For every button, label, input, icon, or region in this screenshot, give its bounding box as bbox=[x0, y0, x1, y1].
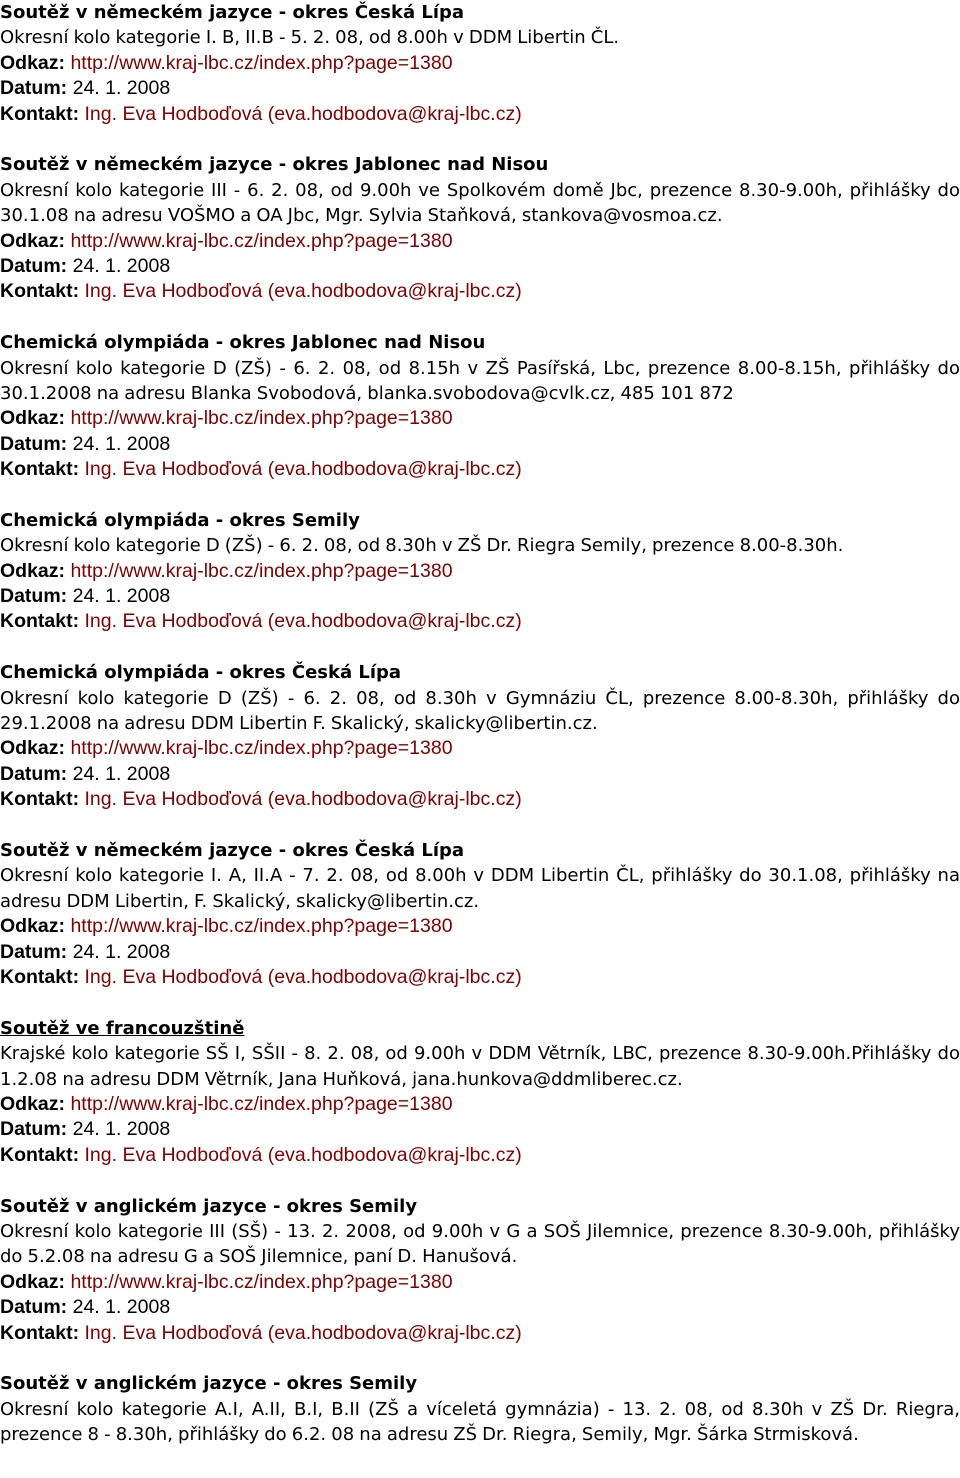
date-line bbox=[0, 1117, 960, 1142]
date-label: Datum: bbox=[0, 1296, 68, 1319]
event-title: Chemická olympiáda - okres Semily bbox=[0, 509, 360, 531]
event-description: Okresní kolo kategorie D (ZŠ) - 6. 2. 08, od 8.30h v Gymnáziu ČL, prezence 8.00-8.30h, přihlášky do 29.1.2008 na adresu DDM Libertin F. Skalický, skalicky@libertin.cz. bbox=[0, 687, 960, 735]
link-line bbox=[0, 1092, 960, 1117]
event-date: 24. 1. 2008 bbox=[72, 585, 171, 608]
link-label: Odkaz: bbox=[0, 51, 66, 74]
event-description: Okresní kolo kategorie D (ZŠ) - 6. 2. 08, od 8.15h v ZŠ Pasířská, Lbc, prezence 8.00-8.15h, přihlášky do 30.1.2008 na adresu Blanka Svobodová, blanka.svobodova@cvlk.cz, 485 101 872 bbox=[0, 357, 960, 404]
event-entry bbox=[0, 1016, 960, 1168]
link-label: Odkaz: bbox=[0, 1092, 66, 1115]
event-date: 24. 1. 2008 bbox=[72, 254, 171, 277]
event-description: Okresní kolo kategorie III - 6. 2. 08, od 9.00h ve Spolkovém domě Jbc, prezence 8.30-9.00h, přihlášky do 30.1.08 na adresu VOŠMO a OA Jbc, Mgr. Sylvia Staňková, stankova@vosmoa.cz. bbox=[0, 179, 960, 227]
date-label: Datum: bbox=[0, 1118, 68, 1141]
contact-email[interactable]: eva.hodbodova@kraj-lbc.cz bbox=[274, 458, 516, 481]
contact-name: Ing. Eva Hodboďová ( bbox=[84, 788, 275, 811]
date-line bbox=[0, 76, 960, 101]
contact-email[interactable]: eva.hodbodova@kraj-lbc.cz bbox=[274, 788, 516, 811]
date-label: Datum: bbox=[0, 585, 68, 608]
event-entry bbox=[0, 0, 960, 127]
event-entry bbox=[0, 152, 960, 304]
event-link[interactable]: http://www.kraj-lbc.cz/index.php?page=1380 bbox=[70, 1270, 453, 1293]
event-link[interactable]: http://www.kraj-lbc.cz/index.php?page=1380 bbox=[70, 1092, 453, 1115]
event-title: Chemická olympiáda - okres Jablonec nad Nisou bbox=[0, 332, 486, 354]
contact-close: ) bbox=[515, 966, 522, 988]
link-line bbox=[0, 51, 960, 76]
date-label: Datum: bbox=[0, 762, 68, 785]
contact-email[interactable]: eva.hodbodova@kraj-lbc.cz bbox=[274, 610, 516, 633]
event-title: Soutěž v německém jazyce - okres Česká Lípa bbox=[0, 2, 465, 23]
contact-label: Kontakt: bbox=[0, 102, 80, 125]
date-label: Datum: bbox=[0, 940, 68, 963]
contact-email[interactable]: eva.hodbodova@kraj-lbc.cz bbox=[274, 966, 516, 988]
event-description: Okresní kolo kategorie A.I, A.II, B.I, B.II (ZŠ a víceletá gymnázia) - 13. 2. 08, od 8.30h v ZŠ Dr. Riegra, prezence 8 - 8.30h, přihlášky do 6.2. 08 na adresu ZŠ Dr. Riegra, Semily, Mgr. Šárka Strmisková. bbox=[0, 1398, 960, 1446]
link-label: Odkaz: bbox=[0, 229, 66, 252]
link-line bbox=[0, 229, 960, 254]
link-label: Odkaz: bbox=[0, 407, 66, 430]
event-title: Soutěž v anglickém jazyce - okres Semily bbox=[0, 1373, 418, 1395]
contact-email[interactable]: eva.hodbodova@kraj-lbc.cz bbox=[274, 1143, 516, 1166]
event-title: Soutěž v německém jazyce - okres Jablonec nad Nisou bbox=[0, 154, 549, 176]
event-link[interactable]: http://www.kraj-lbc.cz/index.php?page=1380 bbox=[70, 51, 453, 74]
contact-label: Kontakt: bbox=[0, 610, 80, 633]
link-label: Odkaz: bbox=[0, 1270, 66, 1293]
contact-close: ) bbox=[515, 1143, 522, 1166]
event-date: 24. 1. 2008 bbox=[72, 940, 171, 963]
event-link[interactable]: http://www.kraj-lbc.cz/index.php?page=1380 bbox=[70, 915, 453, 938]
event-entry bbox=[0, 1371, 960, 1447]
contact-line bbox=[0, 965, 960, 990]
event-entry bbox=[0, 508, 960, 635]
event-description: Krajské kolo kategorie SŠ I, SŠII - 8. 2. 08, od 9.00h v DDM Větrník, LBC, prezence 8.30-9.00h.Přihlášky do 1.2.08 na adresu DDM Větrník, Jana Huňková, jana.hunkova@ddmliberec.cz. bbox=[0, 1043, 960, 1090]
event-date: 24. 1. 2008 bbox=[72, 1118, 171, 1141]
contact-close: ) bbox=[515, 280, 522, 303]
contact-label: Kontakt: bbox=[0, 966, 80, 988]
contact-label: Kontakt: bbox=[0, 1143, 80, 1166]
date-line bbox=[0, 940, 960, 965]
date-line bbox=[0, 1295, 960, 1320]
contact-close: ) bbox=[515, 610, 522, 633]
date-label: Datum: bbox=[0, 254, 68, 277]
contact-name: Ing. Eva Hodboďová ( bbox=[84, 966, 275, 988]
contact-email[interactable]: eva.hodbodova@kraj-lbc.cz bbox=[274, 1321, 516, 1344]
event-link[interactable]: http://www.kraj-lbc.cz/index.php?page=1380 bbox=[70, 407, 453, 430]
contact-close: ) bbox=[515, 458, 522, 481]
contact-name: Ing. Eva Hodboďová ( bbox=[84, 1143, 275, 1166]
date-label: Datum: bbox=[0, 432, 68, 455]
link-line bbox=[0, 1270, 960, 1295]
event-entry bbox=[0, 838, 960, 990]
link-label: Odkaz: bbox=[0, 915, 66, 938]
contact-email[interactable]: eva.hodbodova@kraj-lbc.cz bbox=[274, 280, 516, 303]
contact-line bbox=[0, 457, 960, 482]
event-date: 24. 1. 2008 bbox=[72, 1296, 171, 1319]
event-date: 24. 1. 2008 bbox=[72, 762, 171, 785]
event-title: Soutěž ve francouzštině bbox=[0, 1017, 245, 1039]
event-title: Chemická olympiáda - okres Česká Lípa bbox=[0, 662, 402, 684]
date-line bbox=[0, 762, 960, 787]
event-description: Okresní kolo kategorie I. A, II.A - 7. 2. 08, od 8.00h v DDM Libertin ČL, přihlášky do 30.1.08, přihlášky na adresu DDM Libertin, F. Skalický, skalicky@libertin.cz. bbox=[0, 865, 960, 912]
contact-label: Kontakt: bbox=[0, 788, 80, 811]
link-line bbox=[0, 559, 960, 584]
date-label: Datum: bbox=[0, 77, 68, 100]
event-date: 24. 1. 2008 bbox=[72, 432, 171, 455]
contact-name: Ing. Eva Hodboďová ( bbox=[84, 458, 275, 481]
event-description: Okresní kolo kategorie III (SŠ) - 13. 2. 2008, od 9.00h v G a SOŠ Jilemnice, prezence 8.30-9.00h, přihlášky do 5.2.08 na adresu G a SOŠ Jilemnice, paní D. Hanušová. bbox=[0, 1220, 960, 1268]
event-entry bbox=[0, 660, 960, 812]
event-entry bbox=[0, 330, 960, 482]
contact-close: ) bbox=[515, 788, 522, 811]
event-title: Soutěž v anglickém jazyce - okres Semily bbox=[0, 1195, 418, 1217]
link-label: Odkaz: bbox=[0, 737, 66, 760]
date-line bbox=[0, 432, 960, 457]
link-label: Odkaz: bbox=[0, 559, 66, 582]
event-link[interactable]: http://www.kraj-lbc.cz/index.php?page=1380 bbox=[70, 737, 453, 760]
contact-close: ) bbox=[515, 1321, 522, 1344]
contact-line bbox=[0, 102, 960, 127]
contact-name: Ing. Eva Hodboďová ( bbox=[84, 1321, 275, 1344]
event-link[interactable]: http://www.kraj-lbc.cz/index.php?page=1380 bbox=[70, 559, 453, 582]
contact-line bbox=[0, 609, 960, 634]
contact-label: Kontakt: bbox=[0, 1321, 80, 1344]
contact-line bbox=[0, 1143, 960, 1168]
contact-line bbox=[0, 787, 960, 812]
contact-name: Ing. Eva Hodboďová ( bbox=[84, 280, 275, 303]
event-description: Okresní kolo kategorie I. B, II.B - 5. 2. 08, od 8.00h v DDM Libertin ČL. bbox=[0, 27, 620, 49]
event-link[interactable]: http://www.kraj-lbc.cz/index.php?page=1380 bbox=[70, 229, 453, 252]
contact-line bbox=[0, 1321, 960, 1346]
link-line bbox=[0, 406, 960, 431]
event-title: Soutěž v německém jazyce - okres Česká Lípa bbox=[0, 840, 465, 862]
contact-name: Ing. Eva Hodboďová ( bbox=[84, 102, 275, 125]
event-description: Okresní kolo kategorie D (ZŠ) - 6. 2. 08, od 8.30h v ZŠ Dr. Riegra Semily, prezence 8.00-8.30h. bbox=[0, 535, 844, 557]
event-date: 24. 1. 2008 bbox=[72, 77, 171, 100]
contact-email[interactable]: eva.hodbodova@kraj-lbc.cz bbox=[274, 102, 516, 125]
contact-label: Kontakt: bbox=[0, 280, 80, 303]
link-line bbox=[0, 914, 960, 939]
event-entry bbox=[0, 1194, 960, 1346]
date-line bbox=[0, 254, 960, 279]
contact-line bbox=[0, 279, 960, 304]
link-line bbox=[0, 736, 960, 761]
contact-close: ) bbox=[515, 102, 522, 125]
contact-name: Ing. Eva Hodboďová ( bbox=[84, 610, 275, 633]
contact-label: Kontakt: bbox=[0, 458, 80, 481]
date-line bbox=[0, 584, 960, 609]
